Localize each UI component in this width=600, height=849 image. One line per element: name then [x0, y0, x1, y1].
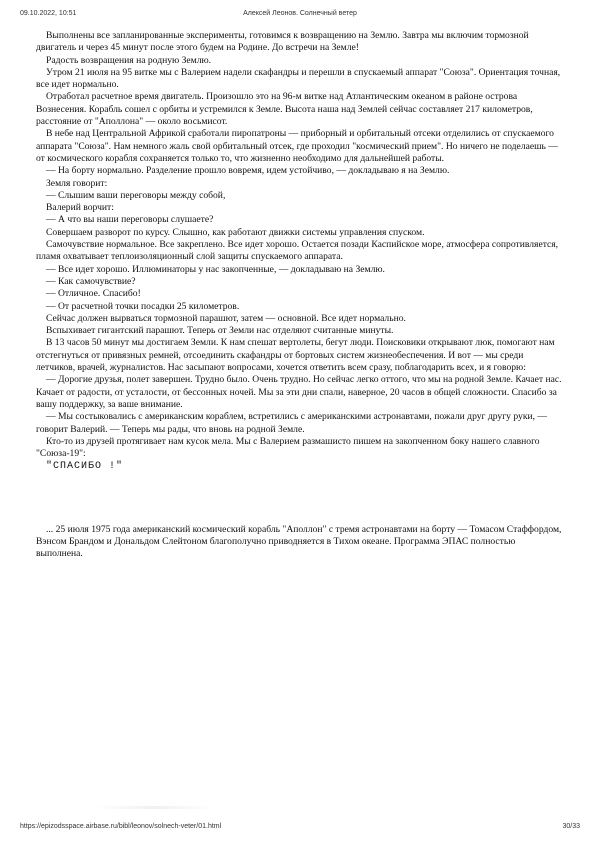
paragraph: Отработал расчетное время двигатель. Произошло это на 96-м витке над Атлантическим океаном в районе острова Вознесения. Корабль сошел с орбиты и устремился к Земле. Высота наша над Землей сейчас составляет 217 километров, расстояние от "Аполлона" — около восьмисот. — [36, 91, 533, 128]
spacer — [36, 474, 564, 499]
epilogue-paragraph: ... 25 июля 1975 года американский космический корабль "Аполлон" с тремя астронавтами на борту — Томасом Стаффордом, Вэнсом Брандом и Дональдом Слейтоном благополучно приводняется в Тихом океане. Программа ЭПАС полностью выполнена. — [36, 523, 562, 560]
scan-artifact — [95, 806, 215, 809]
paragraph: — От расчетной точки посадки 25 километров. — [46, 300, 240, 312]
paragraph: Кто-то из друзей протягивает нам кусок мела. Мы с Валерием размашисто пишем на закопченном боку нашего славного "Союза-19": — [36, 435, 540, 460]
spacer — [36, 499, 564, 524]
paragraph: Вспыхивает гигантский парашют. Теперь от Земли нас отделяют считанные минуты. — [46, 325, 394, 337]
page-header — [20, 10, 580, 22]
page-number: 30/33 — [562, 823, 580, 830]
paragraph: — Как самочувствие? — [46, 275, 136, 287]
paragraph: — Мы состыковались с американским кораблем, встретились с американскими астронавтами, пожали друг другу руки, — говорит Валерий. — Теперь мы рады, что вновь на родной Земле. — [36, 411, 548, 435]
paragraph: Радость возвращения на родную Землю. — [46, 54, 212, 66]
paragraph: — Слышим ваши переговоры между собой, — [46, 189, 226, 201]
source-url: https://epizodsspace.airbase.ru/bibl/leonov/solnech-veter/01.html — [20, 823, 222, 830]
paragraph: Самочувствие нормальное. Все закреплено. Все идет хорошо. Остается позади Каспийское море, атмосфера сопротивляется, пламя охватывает теплоизоляционный слой защиты спускаемого аппарата. — [36, 239, 559, 263]
paragraph: Сейчас должен вырваться тормозной парашют, затем — основной. Все идет нормально. — [46, 312, 406, 324]
paragraph: — А что вы наши переговоры слушаете? — [46, 214, 214, 226]
paragraph: — На борту нормально. Разделение прошло вовремя, идем устойчиво, — докладываю я на Землю. — [46, 165, 450, 177]
paragraph: В небе над Центральной Африкой сработали пиропатроны — приборный и орбитальный отсеки отделились от спускаемого аппарата "Союза". Нам немного жаль свой орбитальный отсек, где проходил "космический прием". Но ничего не поделаешь — от космического корабля сохраняется только то, что жизненно необходимо для дальнейшей работы. — [36, 128, 558, 164]
paragraph: Земля говорит: — [46, 177, 108, 189]
print-datetime: 09.10.2022, 10:51 — [20, 10, 77, 17]
paragraph: Совершаем разворот по курсу. Слышно, как работают движки системы управления спуском. — [46, 226, 425, 238]
paragraph: — Все идет хорошо. Иллюминаторы у нас закопченные, — докладываю на Землю. — [46, 263, 385, 275]
paragraph: Выполнены все запланированные эксперименты, готовимся к возвращению на Землю. Завтра мы включим тормозной двигатель и через 45 минут после этого будем на Родине. До встречи на Земле! — [36, 30, 529, 54]
paragraph: Утром 21 июля на 95 витке мы с Валерием надели скафандры и перешли в спускаемый аппарат "Союза". Ориентация точная, все идет нормально. — [36, 66, 561, 91]
page-footer — [20, 823, 580, 835]
paragraph: — Отличное. Спасибо! — [46, 288, 141, 300]
document-body — [36, 30, 564, 561]
paragraph: — Дорогие друзья, полет завершен. Трудно было. Очень трудно. Но сейчас легко оттого, что мы на родной Земле. Качает нас. Качает от радости, от усталости, от бессонных ночей. Мы за эти дни спали, наверное, 20 часов в общей сложности. Спасибо за вашу поддержку, за ваше внимание. — [36, 374, 562, 410]
document-title: Алексей Леонов. Солнечный ветер — [243, 10, 357, 17]
inscription: "СПАСИБО !" — [46, 461, 124, 473]
paragraph: В 13 часов 50 минут мы достигаем Земли. К нам спешат вертолеты, бегут люди. Поисковики открывают люк, помогают нам отстегнуться от привязных ремней, отсоединить скафандры от бортовых систем жизнеобеспечения. И вот — мы среди летчиков, врачей, журналистов. Нас засыпают вопросами, хочется ответить всем сразу, поблагодарить всех, и я говорю: — [36, 337, 555, 374]
paragraph: Валерий ворчит: — [46, 202, 114, 214]
